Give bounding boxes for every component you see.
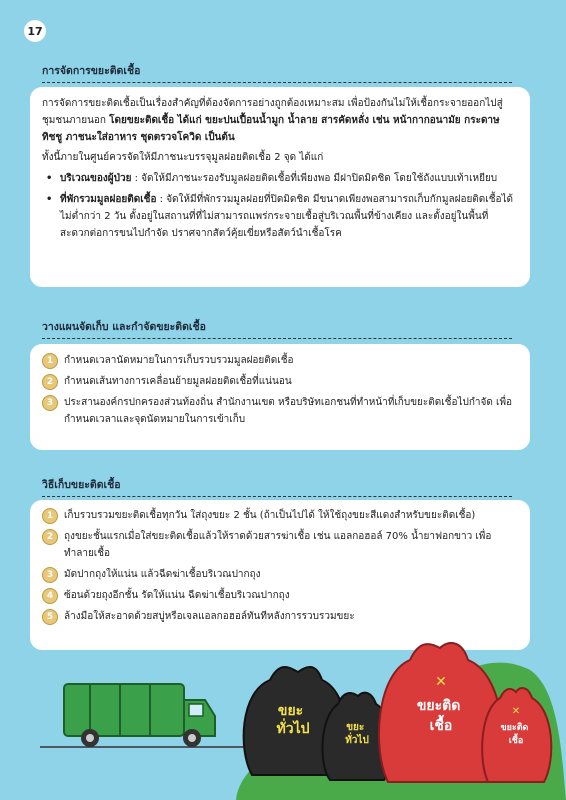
number-badge: 1 bbox=[42, 508, 58, 524]
bullet-term: ที่พักรวมมูลฝอยติดเชื้อ bbox=[60, 194, 157, 205]
bullet-text: : จัดให้มีภาชนะรองรับมูลฝอยติดเชื้อที่เพียงพอ มีฝาปิดมิดชิด โดยใช้ถังแบบเท้าเหยียบ bbox=[131, 173, 498, 184]
list-item-text: กำหนดเวลานัดหมายในการเก็บรวบรวมมูลฝอยติดเชื้อ bbox=[64, 355, 294, 366]
list-item-text: เก็บรวบรวมขยะติดเชื้อทุกวัน ใส่ถุงขยะ 2 ชั้น (ถ้าเป็นไปได้ ให้ใช้ถุงขยะสีแดงสำหรับขยะติดเชื้อ) bbox=[64, 510, 476, 521]
black-bag-small-label: ขยะ ทั่วไป bbox=[345, 722, 369, 746]
bullet-text: : จัดให้มีที่พักรวมมูลฝอยที่ปิดมิดชิด มีขนาดเพียงพอสามารถเก็บกักมูลฝอยติดเชื้อได้ไม่ต่ำกว่า 2 วัน ตั้งอยู่ในสถานที่ที่ไม่สามารถแพร่กระจายเชื้อสู่บริเวณพื้นที่ข้างเคียง และตั้งอยู่ในพื้นที่สะดวกต่อการขนไปกำจัด ปราศจากสัตว์คุ้ยเขี่ยหรือสัตว์นำเชื้อโรค bbox=[60, 194, 514, 239]
number-badge: 1 bbox=[42, 353, 58, 369]
page-number: 17 bbox=[24, 20, 46, 42]
section-heading-plan: วางแผนจัดเก็บ และกำจัดขยะติดเชื้อ bbox=[42, 318, 206, 335]
black-bag-large-label: ขยะ ทั่วไป bbox=[276, 703, 310, 737]
plan-card bbox=[30, 344, 530, 450]
waste-illustration bbox=[0, 600, 566, 800]
red-bag-small-label: ขยะติด เชื้อ bbox=[500, 723, 529, 746]
section-heading-collection: วิธีเก็บขยะติดเชื้อ bbox=[42, 476, 121, 493]
list-item-text: ซ้อนด้วยถุงอีกชั้น รัดให้แน่น ฉีดฆ่าเชื้อบริเวณปากถุง bbox=[64, 590, 290, 601]
list-item bbox=[42, 170, 516, 187]
number-badge: 5 bbox=[42, 609, 58, 625]
list-item-text: มัดปากถุงให้แน่น แล้วฉีดฆ่าเชื้อบริเวณปากถุง bbox=[64, 569, 261, 580]
list-item bbox=[42, 373, 518, 390]
list-item bbox=[42, 394, 518, 428]
list-item-text: ประสานองค์กรปกครองส่วนท้องถิ่น สำนักงานเขต หรือบริษัทเอกชนที่ทำหน้าที่เก็บขยะติดเชื้อไปกำจัด เพื่อกำหนดเวลาและจุดนัดหมายในการเข้าเก็บ bbox=[64, 397, 513, 425]
garbage-truck-icon bbox=[64, 684, 215, 747]
bullet-term: บริเวณของผู้ป่วย bbox=[60, 173, 132, 184]
number-badge: 3 bbox=[42, 567, 58, 583]
plan-list bbox=[42, 352, 518, 428]
lead-text: ทั้งนี้ภายในศูนย์ควรจัดให้มีภาชนะบรรจุมูลฝอยติดเชื้อ 2 จุด ได้แก่ bbox=[42, 152, 324, 163]
infectious-waste-card bbox=[30, 87, 530, 287]
intro-text: การจัดการขยะติดเชื้อเป็นเรื่องสำคัญที่ต้องจัดการอย่างถูกต้องเหมาะสม เพื่อป้องกันไม่ให้เชื้อกระจายออกไปสู่ชุมชนภายนอก bbox=[42, 98, 503, 126]
list-item bbox=[42, 352, 518, 369]
intro-paragraph bbox=[42, 95, 516, 146]
number-badge: 2 bbox=[42, 374, 58, 390]
list-item bbox=[42, 507, 518, 524]
number-badge: 4 bbox=[42, 588, 58, 604]
red-bag-large-label: ขยะติด เชื้อ bbox=[416, 698, 461, 734]
list-item bbox=[42, 191, 516, 242]
intro-bold-text: โดยขยะติดเชื้อ ได้แก่ ขยะปนเปื้อนน้ำมูก น้ำลาย สารคัดหลั่ง เช่น หน้ากากอนามัย กระดาษทิชชู ภาชนะใส่อาหาร ชุดตรวจโควิด เป็นต้น bbox=[42, 115, 500, 143]
list-item bbox=[42, 566, 518, 583]
bullet-list bbox=[42, 170, 516, 242]
list-item-text: ถุงขยะชั้นแรกเมื่อใส่ขยะติดเชื้อแล้วให้ราดด้วยสารฆ่าเชื้อ เช่น แอลกอฮอล์ 70% น้ำยาฟอกขาว เพื่อทำลายเชื้อ bbox=[64, 531, 492, 559]
list-item-text: ล้างมือให้สะอาดด้วยสบู่หรือเจลแอลกอฮอล์ทันทีหลังการรวบรวมขยะ bbox=[64, 611, 355, 622]
red-bag-small-cross-icon: ✕ bbox=[511, 706, 521, 717]
list-item bbox=[42, 528, 518, 562]
number-badge: 3 bbox=[42, 395, 58, 411]
number-badge: 2 bbox=[42, 529, 58, 545]
section-heading-infectious-waste: การจัดการขยะติดเชื้อ bbox=[42, 62, 140, 79]
red-bag-large-cross-icon: ✕ bbox=[435, 674, 447, 690]
list-item-text: กำหนดเส้นทางการเคลื่อนย้ายมูลฝอยติดเชื้อที่แน่นอน bbox=[64, 376, 292, 387]
